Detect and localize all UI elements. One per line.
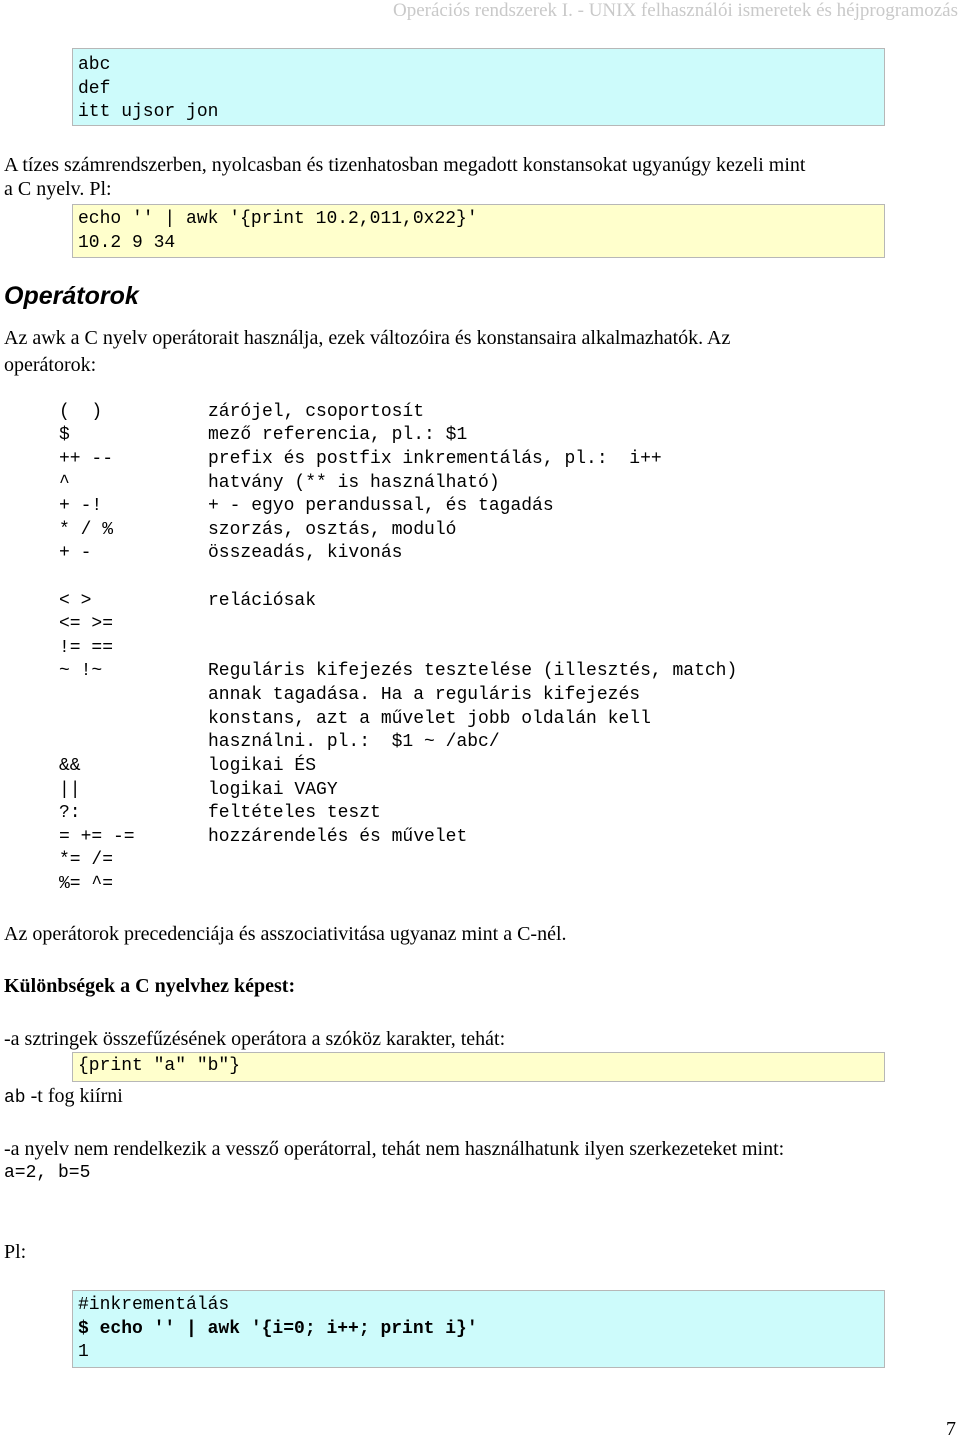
code-line: 1 (78, 1342, 89, 1362)
operator-desc: logikai VAGY (208, 780, 338, 800)
operator-symbol: ?: (59, 803, 81, 823)
code-line: 10.2 9 34 (78, 232, 176, 253)
operator-symbol: ( ) (59, 402, 103, 422)
code-block-constants (72, 204, 885, 258)
text-line: A tízes számrendszerben, nyolcasban és tizenhatosban megadott konstansokat ugyanúgy kezeli mint (4, 154, 806, 176)
code-line: {print "a" "b"} (78, 1056, 241, 1076)
operator-symbol: <= >= (59, 614, 114, 634)
code-line: def (78, 78, 111, 99)
operator-desc: feltételes teszt (208, 803, 381, 823)
operator-symbol: * / % (59, 520, 114, 540)
subheading-differences: Különbségek a C nyelvhez képest: (4, 975, 296, 997)
operator-symbol: *= /= (59, 850, 114, 870)
operator-desc: használni. pl.: $1 ~ /abc/ (208, 732, 500, 752)
operator-desc: mező referencia, pl.: $1 (208, 425, 468, 445)
operator-symbol: = += -= (59, 827, 135, 847)
paragraph-comma: -a nyelv nem rendelkezik a vessző operátorral, tehát nem használhatunk ilyen szerkezeteket mint: (4, 1138, 785, 1160)
operator-desc: hatvány (** is használható) (208, 473, 500, 493)
paragraph-precedence: Az operátorok precedenciája és asszociativitása ugyanaz mint a C-nél. (4, 923, 567, 945)
operator-symbol: + -! (59, 496, 103, 516)
operator-desc: Reguláris kifejezés tesztelése (illesztés, match) (208, 661, 738, 681)
operator-desc: + - egyo perandussal, és tagadás (208, 496, 554, 516)
code-line: $ echo '' | awk '{i=0; i++; print i}' (78, 1318, 478, 1339)
operator-symbol: ~ !~ (59, 661, 103, 681)
inline-code: ab (4, 1088, 26, 1108)
operator-symbol: %= ^= (59, 874, 114, 894)
operator-symbol: && (59, 756, 81, 776)
code-block-concat (72, 1052, 885, 1082)
operator-desc: zárójel, csoportosít (208, 402, 425, 422)
operator-desc: logikai ÉS (208, 756, 317, 776)
code-line: echo '' | awk '{print 10.2,011,0x22}' (78, 209, 478, 229)
operator-symbol: || (59, 780, 81, 800)
operator-desc: prefix és postfix inkrementálás, pl.: i++ (208, 449, 662, 469)
code-line: abc (78, 55, 111, 75)
paragraph-constants (4, 152, 960, 203)
paragraph-operators-intro (4, 325, 960, 379)
text-line: a C nyelv. Pl: (4, 178, 112, 200)
paragraph-concat: -a sztringek összefűzésének operátora a szóköz karakter, tehát: (4, 1028, 506, 1050)
operator-desc: összeadás, kivonás (208, 543, 403, 563)
operator-desc: hozzárendelés és művelet (208, 827, 468, 847)
paragraph-output (4, 1083, 123, 1111)
text-line: Az awk a C nyelv operátorait használja, ezek változóira és konstansaira alkalmazhatók. Az (4, 327, 731, 349)
operator-desc: annak tagadása. Ha a reguláris kifejezés (208, 685, 641, 705)
operator-symbol: ++ -- (59, 449, 114, 469)
page-header: Operációs rendszerek I. - UNIX felhasználói ismeretek és héjprogramozás (392, 0, 958, 21)
code-line: #inkrementálás (78, 1295, 230, 1315)
text-line: operátorok: (4, 354, 97, 376)
code-block-increment (72, 1290, 885, 1368)
operator-symbol: != == (59, 638, 114, 658)
operator-symbol: ^ (59, 473, 70, 493)
example-label: Pl: (4, 1241, 27, 1263)
operator-symbol: $ (59, 425, 70, 445)
operator-desc: konstans, azt a művelet jobb oldalán kell (208, 709, 651, 729)
operator-desc: relációsak (208, 591, 317, 611)
text-span: -t fog kiírni (25, 1085, 123, 1107)
section-heading: Operátorok (4, 282, 139, 310)
page-number: 7 (946, 1418, 956, 1440)
operator-desc: szorzás, osztás, moduló (208, 520, 457, 540)
operator-symbol: + - (59, 543, 92, 563)
code-block-newline (72, 48, 885, 126)
inline-code-comma: a=2, b=5 (4, 1163, 91, 1183)
code-line: itt ujsor jon (78, 102, 219, 122)
operator-symbol: < > (59, 591, 92, 611)
